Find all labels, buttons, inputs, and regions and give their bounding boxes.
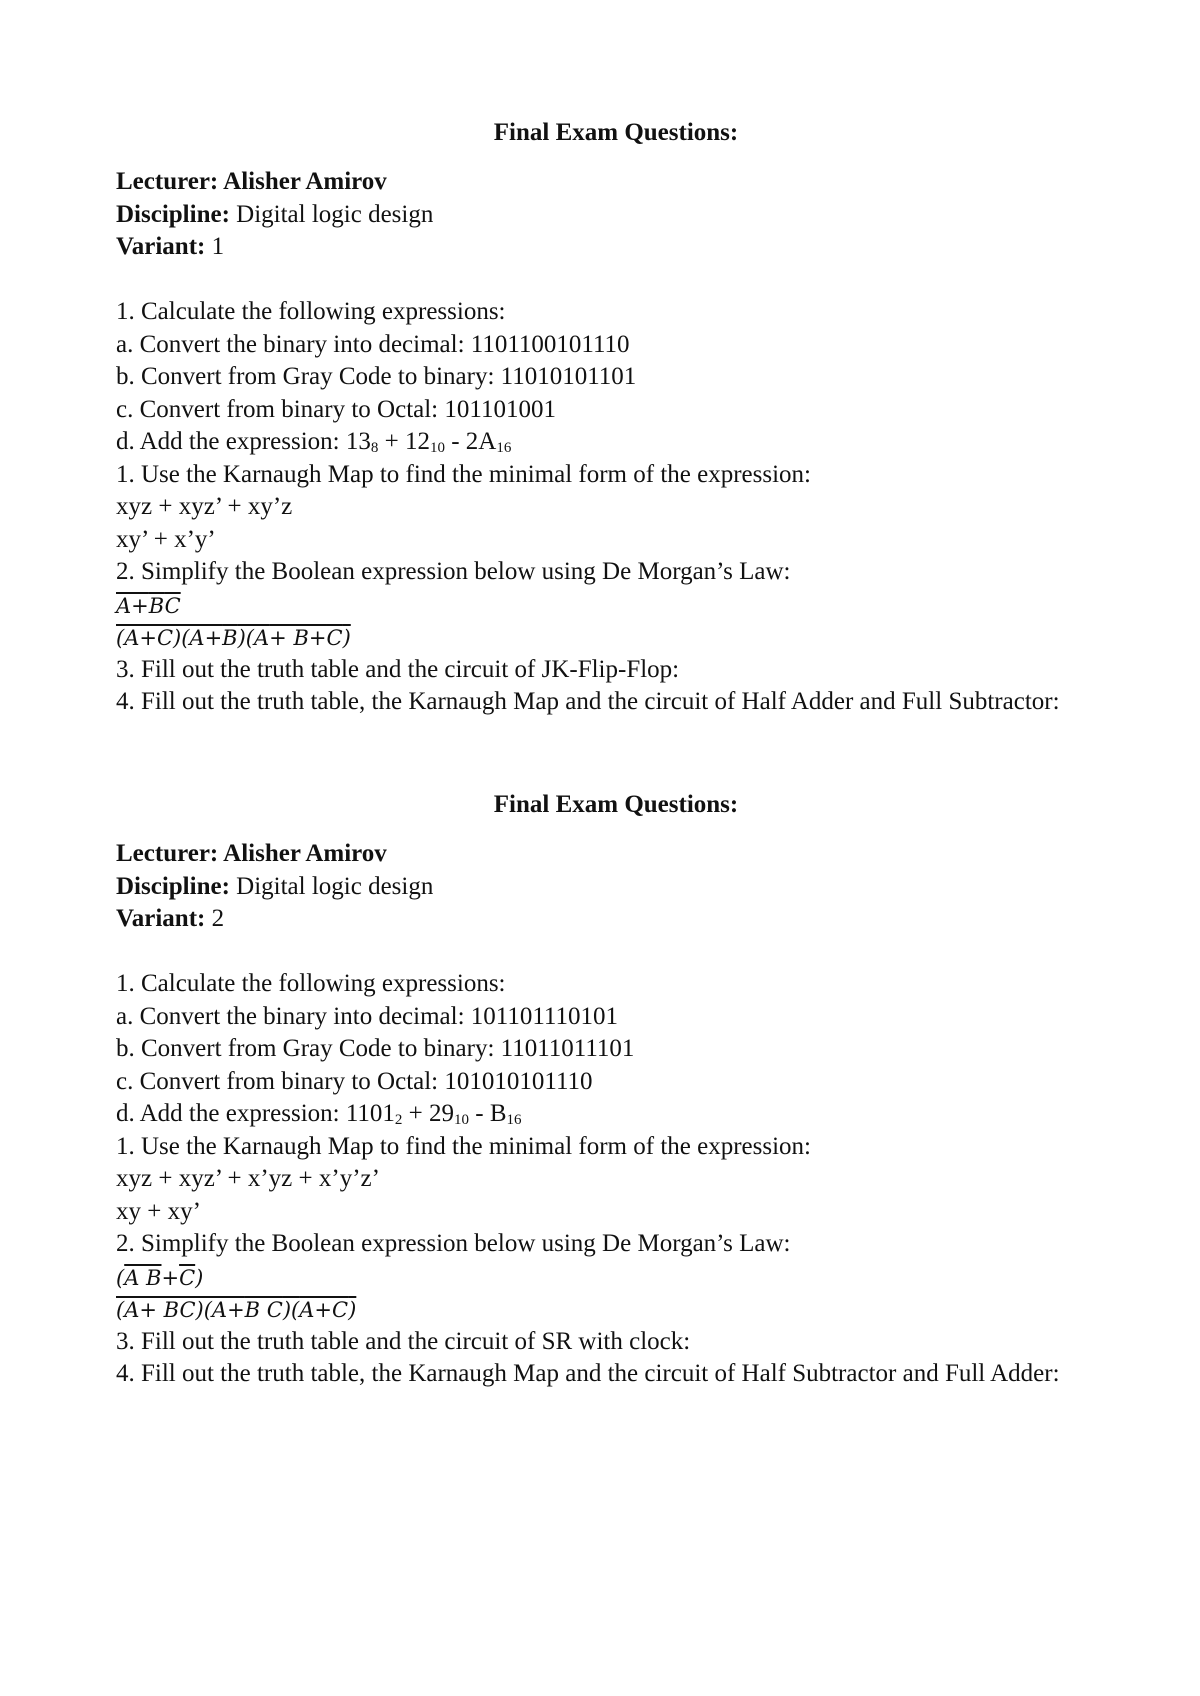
operator-1: + bbox=[378, 428, 405, 455]
kmap-heading: 1. Use the Karnaugh Map to find the minimal form of the expression: bbox=[116, 460, 811, 488]
boolean-expression-1 bbox=[116, 589, 1116, 622]
term-1: 1101 bbox=[345, 1100, 395, 1127]
exam-variant-1 bbox=[116, 118, 1116, 719]
variant-value: 1 bbox=[205, 233, 225, 260]
variant-line bbox=[116, 903, 1116, 936]
expr-overline: (A+C)(A+B)(A+ B+C) bbox=[116, 626, 351, 650]
question-3: 3. Fill out the truth table and the circuit of JK-Flip-Flop: bbox=[116, 655, 680, 683]
discipline-line bbox=[116, 871, 1116, 904]
question-1-heading: 1. Calculate the following expressions: bbox=[116, 970, 506, 997]
demorgan-heading: 2. Simplify the Boolean expression below using De Morgan’s Law: bbox=[116, 1230, 791, 1257]
expr-negated-a: A bbox=[254, 626, 270, 650]
term-2: 12 bbox=[404, 428, 430, 455]
demorgan-heading: 2. Simplify the Boolean expression below using De Morgan’s Law: bbox=[116, 558, 791, 585]
variant-label: Variant: bbox=[116, 233, 206, 260]
variant-label: Variant: bbox=[116, 905, 206, 932]
exam-title: Final Exam Questions: bbox=[493, 791, 739, 818]
expr-overline: (A+ BC)(A+B C)(A+C) bbox=[116, 1298, 357, 1322]
operator-1: + bbox=[402, 1100, 430, 1127]
discipline-label: Discipline: bbox=[116, 200, 230, 228]
expr-negated-a: A bbox=[299, 1298, 315, 1322]
lecturer-value: Alisher Amirov bbox=[223, 168, 387, 195]
question-1c: c. Convert from binary to Octal: 101010101110 bbox=[116, 1067, 593, 1095]
question-3: 3. Fill out the truth table and the circuit of SR with clock: bbox=[116, 1327, 691, 1355]
discipline-value: Digital logic design bbox=[229, 200, 434, 228]
question-4: 4. Fill out the truth table, the Karnaugh Map and the circuit of Half Subtractor and Full Adder: bbox=[116, 1360, 1060, 1387]
base-2: 10 bbox=[454, 1112, 470, 1128]
kmap-expression-1: xyz + xyz’ + xy’z bbox=[116, 493, 293, 520]
spacer bbox=[116, 264, 1116, 297]
kmap-expression-2: xy + xy’ bbox=[116, 1197, 201, 1225]
expr-negated-b: B bbox=[222, 626, 238, 650]
base-1: 2 bbox=[394, 1112, 403, 1128]
question-1d-prefix: d. Add the expression: bbox=[116, 428, 346, 455]
question-1d bbox=[116, 426, 1116, 459]
question-1c: c. Convert from binary to Octal: 101101001 bbox=[116, 395, 556, 423]
lecturer-label: Lecturer: bbox=[116, 840, 224, 867]
term-3: B bbox=[489, 1100, 507, 1127]
kmap-expression-1: xyz + xyz’ + x’yz + x’y’z’ bbox=[116, 1165, 380, 1192]
expr-negated-c: C bbox=[332, 1298, 349, 1322]
boolean-expression-2 bbox=[116, 1293, 1116, 1326]
base-2: 10 bbox=[429, 440, 445, 456]
boolean-expression-2 bbox=[116, 621, 1116, 654]
term-1: 13 bbox=[345, 428, 371, 455]
lecturer-value: Alisher Amirov bbox=[223, 840, 387, 867]
exam-title: Final Exam Questions: bbox=[493, 119, 739, 146]
base-1: 8 bbox=[370, 440, 379, 456]
expr-negated-b: B bbox=[148, 593, 165, 618]
term-3: 2A bbox=[465, 428, 497, 455]
discipline-line bbox=[116, 199, 1116, 232]
lecturer-label: Lecturer: bbox=[116, 168, 224, 195]
discipline-value: Digital logic design bbox=[229, 872, 434, 900]
question-1d-prefix: d. Add the expression: bbox=[116, 1100, 346, 1127]
question-1b: b. Convert from Gray Code to binary: 11011011101 bbox=[116, 1035, 635, 1062]
kmap-expression-2: xy’ + x’y’ bbox=[116, 525, 216, 553]
operator-2: - bbox=[444, 428, 466, 455]
lecturer-line bbox=[116, 838, 1116, 871]
kmap-heading: 1. Use the Karnaugh Map to find the minimal form of the expression: bbox=[116, 1132, 811, 1160]
discipline-label: Discipline: bbox=[116, 872, 230, 900]
operator-2: - bbox=[469, 1100, 490, 1127]
term-2: 29 bbox=[429, 1100, 455, 1127]
expr-negated-bc: B C bbox=[244, 1298, 283, 1322]
question-1d bbox=[116, 1098, 1116, 1131]
question-1b: b. Convert from Gray Code to binary: 11010101101 bbox=[116, 363, 637, 390]
question-4: 4. Fill out the truth table, the Karnaugh Map and the circuit of Half Adder and Full Subtractor: bbox=[116, 688, 1060, 715]
spacer bbox=[116, 936, 1116, 969]
question-1a: a. Convert the binary into decimal: 101101110101 bbox=[116, 1002, 618, 1030]
expr-negated-ab: A B bbox=[124, 1265, 162, 1290]
expr-negated-c: $\overline{C}$ bbox=[179, 1265, 196, 1290]
question-1a: a. Convert the binary into decimal: 1101100101110 bbox=[116, 330, 630, 358]
exam-variant-2 bbox=[116, 790, 1116, 1391]
base-3: 16 bbox=[496, 440, 512, 456]
variant-value: 2 bbox=[205, 905, 225, 932]
base-3: 16 bbox=[506, 1112, 522, 1128]
expr-overline: A+BC bbox=[116, 593, 181, 618]
expr-negated-c: C bbox=[326, 626, 343, 650]
boolean-expression-1: (A $B+\overline{C}$) bbox=[116, 1265, 204, 1290]
variant-line bbox=[116, 231, 1116, 264]
question-1-heading: 1. Calculate the following expressions: bbox=[116, 298, 506, 325]
lecturer-line bbox=[116, 166, 1116, 199]
